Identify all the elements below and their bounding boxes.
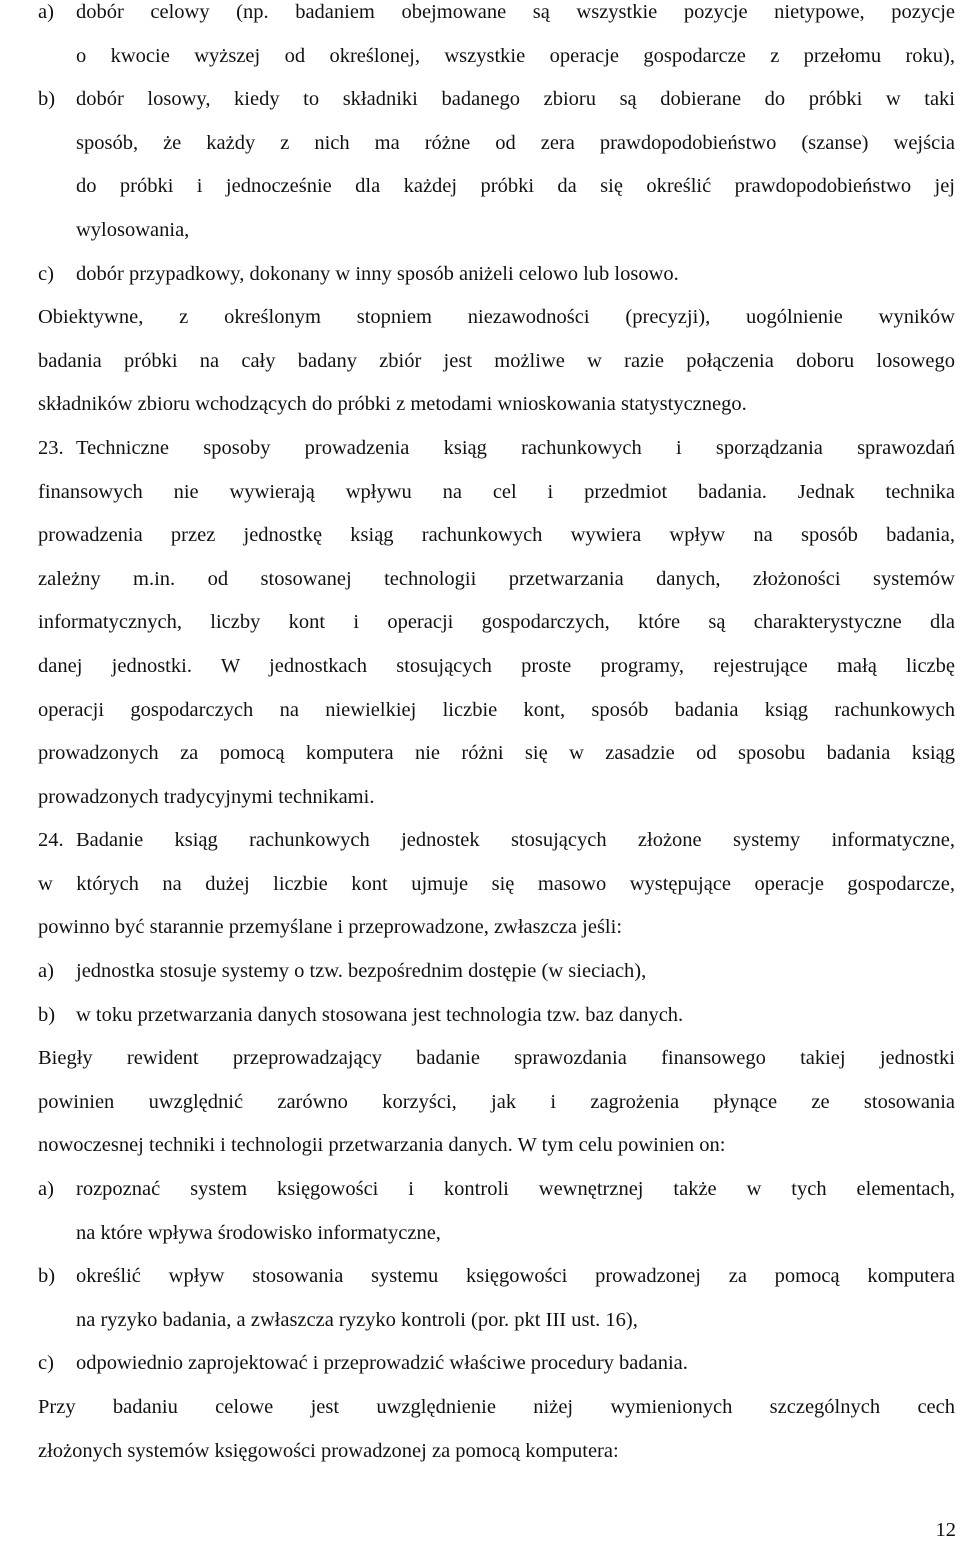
- list-marker: b): [38, 1003, 56, 1026]
- list-marker: a): [38, 960, 54, 983]
- text-line: [38, 209, 955, 253]
- text-line: [38, 558, 955, 602]
- line-text: odpowiednio zaprojektować i przeprowadzić właściwe procedury badania.: [76, 1352, 688, 1375]
- text-line: [38, 1124, 955, 1168]
- line-text: operacji gospodarczych na niewielkiej liczbie kont, sposób badania ksiąg rachunkowych: [38, 698, 955, 721]
- text-line: [38, 863, 955, 907]
- list-marker: a): [38, 1, 54, 23]
- line-text: w których na dużej liczbie kont ujmuje się masowo występujące operacje gospodarcze,: [38, 872, 955, 895]
- text-line: [38, 1037, 955, 1081]
- list-marker: 23.: [38, 436, 64, 459]
- text-line: [38, 906, 955, 950]
- text-line: [38, 122, 955, 166]
- line-text: o kwocie wyższej od określonej, wszystkie operacje gospodarcze z przełomu roku),: [76, 44, 955, 67]
- text-line: [38, 296, 955, 340]
- line-text: dobór losowy, kiedy to składniki badanego zbioru są dobierane do próbki w taki: [76, 88, 955, 111]
- text-line: [38, 645, 955, 689]
- line-text: rozpoznać system księgowości i kontroli wewnętrznej także w tych elementach,: [76, 1178, 955, 1201]
- list-marker: b): [38, 88, 56, 111]
- line-text: określić wpływ stosowania systemu księgowości prowadzonej za pomocą komputera: [76, 1265, 955, 1288]
- line-text: zależny m.in. od stosowanej technologii przetwarzania danych, złożoności systemów: [38, 567, 955, 590]
- line-text: do próbki i jednocześnie dla każdej próbki da się określić prawdopodobieństwo jej: [76, 175, 955, 198]
- line-text: Przy badaniu celowe jest uwzględnienie niżej wymienionych szczególnych cech: [38, 1396, 955, 1418]
- text-line: [38, 35, 955, 79]
- text-line: [38, 776, 955, 820]
- text-line: [38, 1430, 955, 1474]
- line-text: dobór celowy (np. badaniem obejmowane są wszystkie pozycje nietypowe, pozycje: [76, 1, 955, 23]
- line-text: powinien uwzględnić zarówno korzyści, jak i zagrożenia płynące ze stosowania: [38, 1090, 955, 1113]
- text-line: [38, 1342, 955, 1386]
- line-text: Techniczne sposoby prowadzenia ksiąg rachunkowych i sporządzania sprawozdań: [76, 436, 955, 459]
- line-text: wylosowania,: [76, 218, 190, 241]
- text-line: [38, 383, 955, 427]
- line-text: na ryzyko badania, a zwłaszcza ryzyko kontroli (por. pkt III ust. 16),: [76, 1308, 638, 1331]
- text-line: [38, 0, 955, 35]
- text-line: [38, 78, 955, 122]
- line-text: Obiektywne, z określonym stopniem niezawodności (precyzji), uogólnienie wyników: [38, 306, 955, 329]
- list-marker: a): [38, 1178, 54, 1201]
- text-line: [38, 601, 955, 645]
- line-text: składników zbioru wchodzących do próbki z metodami wnioskowania statystycznego.: [38, 393, 747, 416]
- line-text: informatycznych, liczby kont i operacji gospodarczych, które są charakterystyczne dla: [38, 611, 955, 634]
- line-text: nowoczesnej techniki i technologii przetwarzania danych. W tym celu powinien on:: [38, 1134, 726, 1157]
- text-line: [38, 1168, 955, 1212]
- line-text: danej jednostki. W jednostkach stosujących proste programy, rejestrujące małą liczbę: [38, 654, 955, 677]
- line-text: prowadzonych za pomocą komputera nie różni się w zasadzie od sposobu badania ksiąg: [38, 742, 955, 765]
- line-text: złożonych systemów księgowości prowadzonej za pomocą komputera:: [38, 1439, 619, 1462]
- text-line: [38, 1299, 955, 1343]
- line-text: w toku przetwarzania danych stosowana jest technologia tzw. baz danych.: [76, 1003, 684, 1026]
- text-line: [38, 819, 955, 863]
- text-line: [38, 471, 955, 515]
- text-line: [38, 689, 955, 733]
- line-text: powinno być starannie przemyślane i przeprowadzone, zwłaszcza jeśli:: [38, 916, 623, 939]
- line-text: Biegły rewident przeprowadzający badanie sprawozdania finansowego takiej jednostki: [38, 1047, 955, 1070]
- line-text: prowadzenia przez jednostkę ksiąg rachunkowych wywiera wpływ na sposób badania,: [38, 524, 955, 547]
- line-text: jednostka stosuje systemy o tzw. bezpośrednim dostępie (w sieciach),: [76, 960, 647, 983]
- list-marker: b): [38, 1265, 56, 1288]
- list-marker: c): [38, 1352, 54, 1375]
- line-text: finansowych nie wywierają wpływu na cel i przedmiot badania. Jednak technika: [38, 480, 955, 503]
- text-line: [38, 514, 955, 558]
- text-line: [38, 1212, 955, 1256]
- page-number: 12: [935, 1519, 956, 1541]
- text-line: [38, 994, 955, 1038]
- list-marker: c): [38, 262, 54, 285]
- text-line: [38, 340, 955, 384]
- text-line: [38, 950, 955, 994]
- text-line: [38, 427, 955, 471]
- text-line: [38, 1386, 955, 1430]
- text-line: [38, 1255, 955, 1299]
- line-text: sposób, że każdy z nich ma różne od zera prawdopodobieństwo (szanse) wejścia: [76, 131, 955, 154]
- line-text: dobór przypadkowy, dokonany w inny sposób aniżeli celowo lub losowo.: [76, 262, 679, 285]
- line-text: prowadzonych tradycyjnymi technikami.: [38, 785, 375, 808]
- line-text: Badanie ksiąg rachunkowych jednostek stosujących złożone systemy informatyczne,: [76, 829, 955, 852]
- document-body: [38, 0, 955, 1473]
- line-text: badania próbki na cały badany zbiór jest możliwe w razie połączenia doboru losowego: [38, 349, 955, 372]
- text-line: [38, 253, 955, 297]
- text-line: [38, 165, 955, 209]
- line-text: na które wpływa środowisko informatyczne,: [76, 1221, 441, 1244]
- text-line: [38, 1081, 955, 1125]
- list-marker: 24.: [38, 829, 64, 852]
- text-line: [38, 732, 955, 776]
